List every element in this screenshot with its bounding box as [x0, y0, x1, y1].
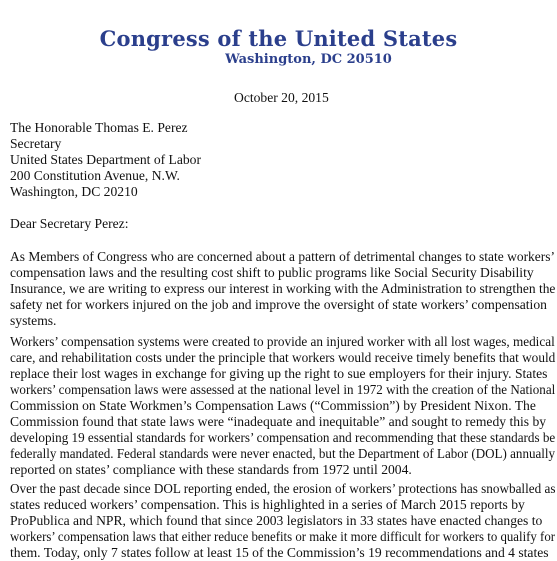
paragraph-line: federally mandated. Federal standards were never enacted, but the Department of Labor (DOL) annually [10, 446, 556, 461]
paragraph-line: Commission on State Workmen’s Compensation Laws (“Commission”) by President Nixon. The [10, 398, 536, 413]
paragraph-line: compensation laws and the resulting cost shift to public programs like Social Security Disability [10, 265, 534, 280]
paragraph-line: safety net for workers injured on the job and improve the oversight of state workers’ compensation [10, 297, 547, 312]
paragraph-line: states reduced workers’ compensation. This is highlighted in a series of March 2015 reports by [10, 497, 525, 512]
recipient-line: The Honorable Thomas E. Perez [10, 120, 188, 135]
paragraph-line: Over the past decade since DOL reporting ended, the erosion of workers’ protections has snowballed as [10, 481, 556, 496]
paragraph-line: workers’ compensation laws were assessed at the national level in 1972 with the creation of the National [10, 382, 556, 397]
recipient-line: United States Department of Labor [10, 152, 202, 167]
recipient-line: 200 Constitution Avenue, N.W. [10, 168, 180, 183]
body-paragraph-2 [10, 334, 555, 478]
letter-date: October 20, 2015 [234, 90, 329, 105]
letterhead-title: Congress of the United States [99, 26, 458, 51]
paragraph-line: them. Today, only 7 states follow at least 15 of the Commission’s 19 recommendations and 4 states [10, 545, 549, 560]
body-paragraph-3 [10, 481, 555, 561]
paragraph-line: care, and rehabilitation costs under the principle that workers would receive timely benefits that would [10, 350, 556, 365]
recipient-line: Secretary [10, 136, 62, 151]
paragraph-line: reported on states’ compliance with these standards from 1972 until 2004. [10, 462, 412, 477]
paragraph-line: Insurance, we are writing to express our interest in working with the Administration to strengthen the [10, 281, 556, 296]
paragraph-line: Commission found that state laws were “inadequate and inequitable” and sought to remedy this by [10, 414, 547, 429]
paragraph-line: As Members of Congress who are concerned about a pattern of detrimental changes to state workers’ [10, 249, 555, 264]
paragraph-line: developing 19 essential standards for workers’ compensation and recommending that these standards be [10, 430, 556, 445]
salutation: Dear Secretary Perez: [10, 216, 129, 231]
recipient-line: Washington, DC 20210 [10, 184, 138, 199]
paragraph-line: replace their lost wages in exchange for giving up the right to sue employers for their injury. States [10, 366, 548, 381]
paragraph-line: ProPublica and NPR, which found that since 2003 legislators in 33 states have enacted changes to [10, 513, 543, 528]
paragraph-line: Workers’ compensation systems were created to provide an injured worker with all lost wages, medical [10, 334, 555, 349]
letterhead-subtitle: Washington, DC 20510 [225, 52, 392, 67]
recipient-address [10, 120, 555, 200]
letterhead [0, 27, 557, 68]
paragraph-line: workers’ compensation laws that either reduce benefits or make it more difficult for workers to qualify for [10, 529, 556, 544]
paragraph-line: systems. [10, 313, 57, 328]
body-paragraph-1 [10, 249, 555, 329]
